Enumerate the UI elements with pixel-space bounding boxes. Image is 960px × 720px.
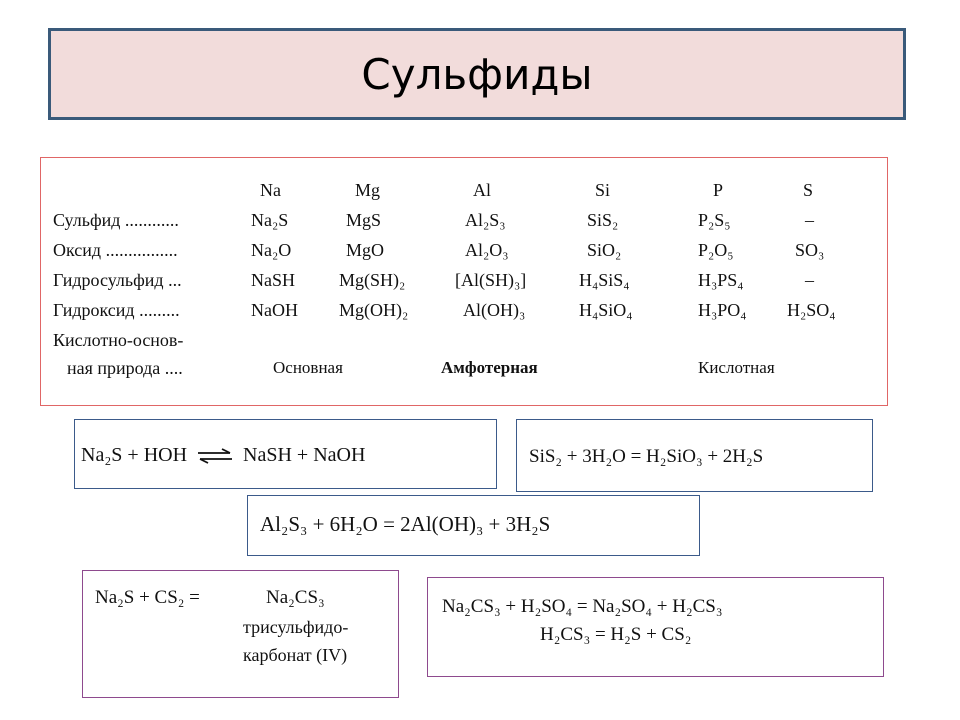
- column-header-s: S: [803, 180, 814, 200]
- table-cell: [Al(SH)₃]: [455, 270, 527, 290]
- properties-table: [40, 157, 888, 406]
- equation-line-1: Na₂CS₃ + H₂SO₄ = Na₂SO₄ + H₂CS₃: [442, 596, 723, 617]
- product-name-line2: карбонат (IV): [243, 645, 348, 665]
- equation-left-side: Na₂S + CS₂ =: [95, 587, 200, 608]
- product-name-line1: трисульфидо-: [243, 617, 349, 637]
- column-header-p: P: [713, 180, 724, 200]
- nature-amphoteric: Амфотерная: [441, 358, 538, 377]
- table-cell: P₂S₅: [698, 210, 731, 230]
- title-banner: [48, 28, 906, 120]
- product-formula: Na₂CS₃: [266, 587, 325, 608]
- row-label-hydroxide: Гидроксид .........: [53, 300, 180, 320]
- table-cell: NaSH: [251, 270, 295, 290]
- table-cell: Al₂O₃: [465, 240, 509, 260]
- equation-box-al2s3-hydrolysis: [247, 495, 700, 556]
- row-label-nature-line2: ная природа ....: [67, 358, 183, 378]
- table-cell: Na₂S: [251, 210, 289, 230]
- table-cell: H₄SiS₄: [579, 270, 630, 290]
- slide-title: Сульфиды: [361, 49, 593, 99]
- table-cell: SiO₂: [587, 240, 622, 260]
- column-header-al: Al: [473, 180, 491, 200]
- row-label-oxide: Оксид ................: [53, 240, 178, 260]
- row-label-hydrosulfide: Гидросульфид ...: [53, 270, 182, 290]
- equation-right-side: NaSH + NaOH: [243, 444, 366, 466]
- table-cell: NaOH: [251, 300, 298, 320]
- table-cell: Al₂S₃: [465, 210, 506, 230]
- equation-box-thiocarbonic-acid: [427, 577, 884, 677]
- table-cell: Mg(OH)₂: [339, 300, 409, 320]
- table-cell: H₂SO₄: [787, 300, 836, 320]
- table-cell: Mg(SH)₂: [339, 270, 406, 290]
- nature-basic: Основная: [273, 358, 343, 377]
- table-cell: Al(OH)₃: [463, 300, 526, 320]
- table-cell: –: [805, 210, 814, 230]
- equation-box-sis2-hydrolysis: [516, 419, 873, 492]
- row-label-nature-line1: Кислотно-основ-: [53, 330, 184, 350]
- table-cell: H₃PS₄: [698, 270, 744, 290]
- table-cell: SO₃: [795, 240, 825, 260]
- equilibrium-arrows-icon: [196, 448, 234, 464]
- table-cell: –: [805, 270, 814, 290]
- table-cell: SiS₂: [587, 210, 619, 230]
- table-cell: MgO: [346, 240, 385, 260]
- column-header-si: Si: [595, 180, 611, 200]
- column-header-mg: Mg: [355, 180, 381, 200]
- nature-acidic: Кислотная: [698, 358, 775, 377]
- equation-text: Al₂S₃ + 6H₂O = 2Al(OH)₃ + 3H₂S: [260, 512, 551, 536]
- equation-text: SiS₂ + 3H₂O = H₂SiO₃ + 2H₂S: [529, 446, 764, 467]
- equation-box-na2s-hydrolysis: [74, 419, 497, 489]
- equation-left-side: Na₂S + HOH: [81, 444, 188, 466]
- row-label-sulfide: Сульфид ............: [53, 210, 179, 230]
- table-cell: MgS: [346, 210, 382, 230]
- table-cell: H₄SiO₄: [579, 300, 633, 320]
- equation-box-thiocarbonate-formation: [82, 570, 399, 698]
- column-header-na: Na: [260, 180, 281, 200]
- table-cell: Na₂O: [251, 240, 292, 260]
- equation-line-2: H₂CS₃ = H₂S + CS₂: [540, 624, 692, 645]
- table-cell: H₃PO₄: [698, 300, 747, 320]
- table-cell: P₂O₅: [698, 240, 734, 260]
